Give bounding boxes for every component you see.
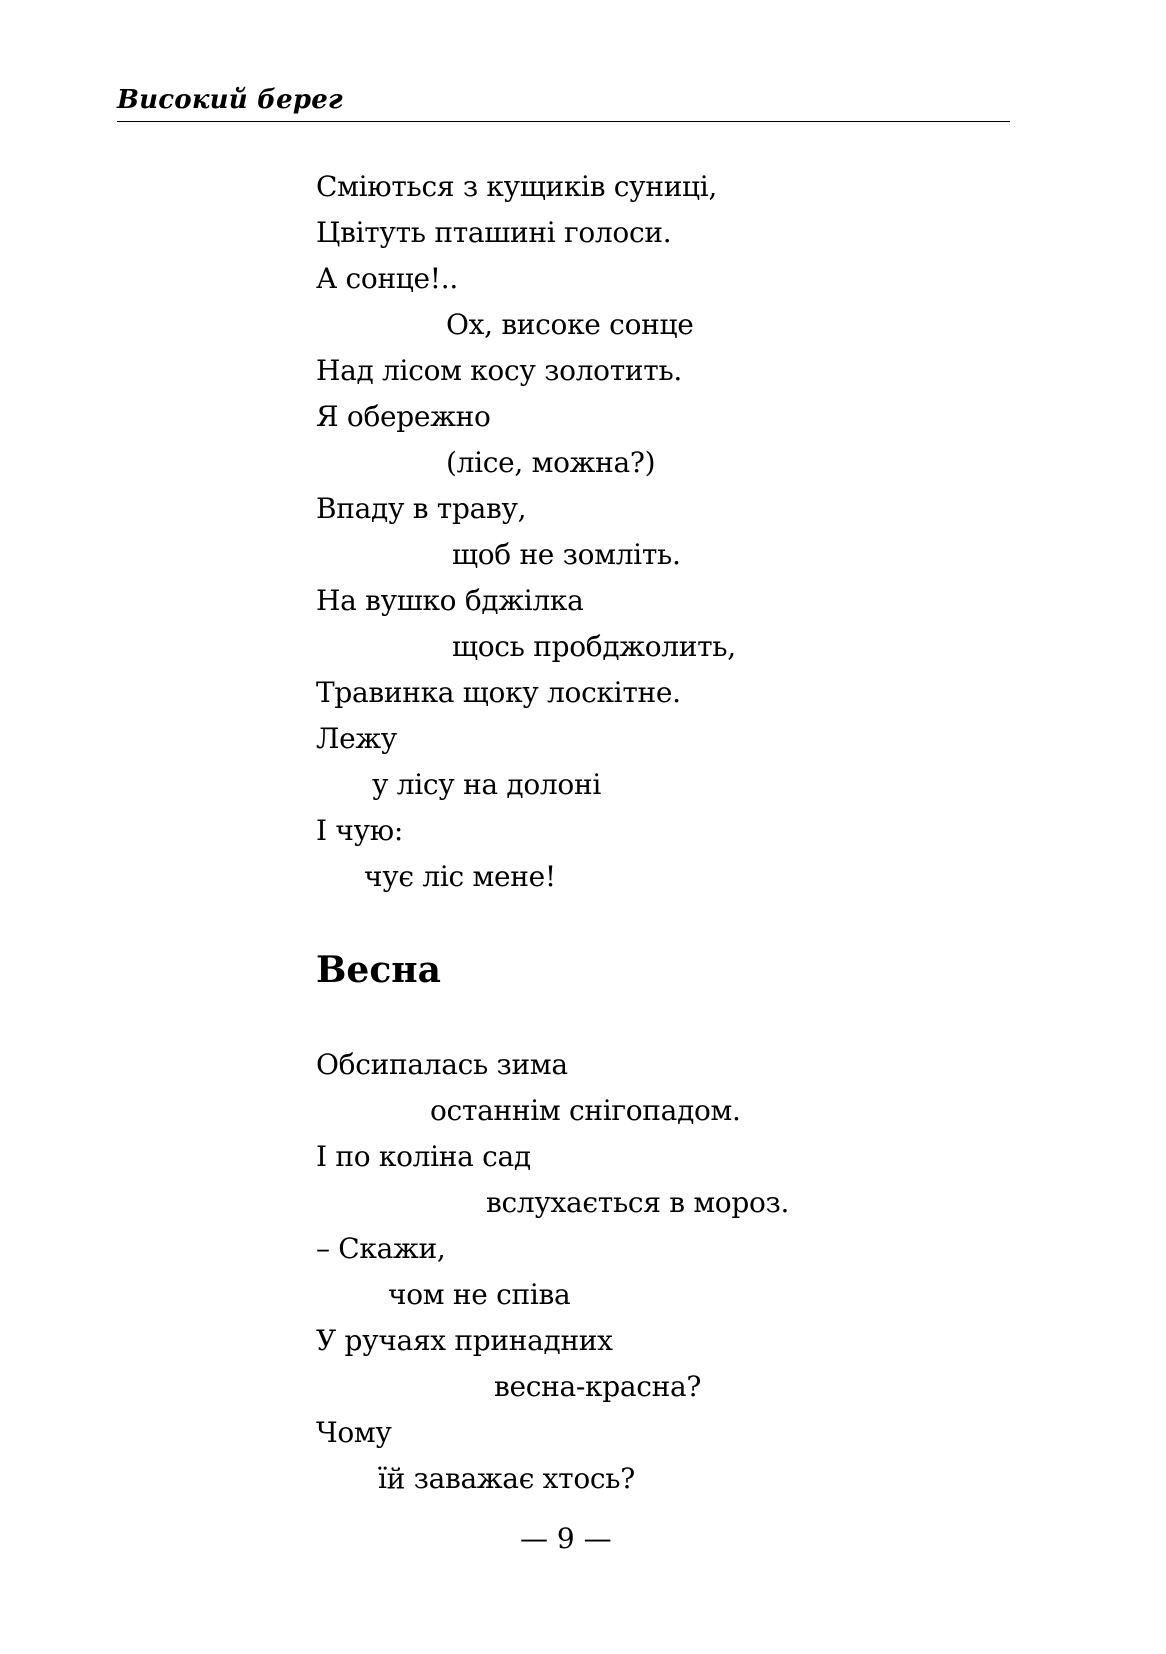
poem-line: Чому <box>316 1416 392 1449</box>
poem-line: вслухається в мороз. <box>486 1186 790 1219</box>
poem-title: Весна <box>316 949 441 991</box>
running-header-title: Високий берег <box>117 85 343 115</box>
poem-line: Сміються з кущиків суниці, <box>316 170 718 203</box>
poem-line: у лісу на долоні <box>372 768 601 801</box>
page-number: — 9 — <box>520 1522 612 1555</box>
poem-line: Лежу <box>316 722 397 755</box>
poem-line: весна-красна? <box>494 1370 702 1403</box>
poem-line: чує ліс мене! <box>364 860 556 893</box>
poem-line: І по коліна сад <box>316 1140 531 1173</box>
poem-line: Я обережно <box>316 400 491 433</box>
poem-line: Над лісом косу золотить. <box>316 354 682 387</box>
poem-line: (лісе, можна?) <box>446 446 656 479</box>
poem-line: їй заважає хтось? <box>378 1462 635 1495</box>
poem-line: останнім снігопадом. <box>430 1094 741 1127</box>
poem-line: На вушко бджілка <box>316 584 584 617</box>
poem-line: А сонце!.. <box>316 262 458 295</box>
poem-line: У ручаях принадних <box>316 1324 613 1357</box>
poem-line: – Скажи, <box>316 1232 446 1265</box>
running-header <box>117 84 1010 122</box>
poem-line: Ох, високе сонце <box>446 308 694 341</box>
poem-line: щось пробджолить, <box>452 630 736 663</box>
poem-line: Травинка щоку лоскітне. <box>316 676 681 709</box>
poem-line: чом не співа <box>388 1278 571 1311</box>
poem-line: І чую: <box>316 814 403 847</box>
poem-line: Впаду в траву, <box>316 492 527 525</box>
poem-line: Цвітуть пташині голоси. <box>316 216 672 249</box>
poem-line: Обсипалась зима <box>316 1048 568 1081</box>
poem-line: щоб не зомліть. <box>452 538 681 571</box>
